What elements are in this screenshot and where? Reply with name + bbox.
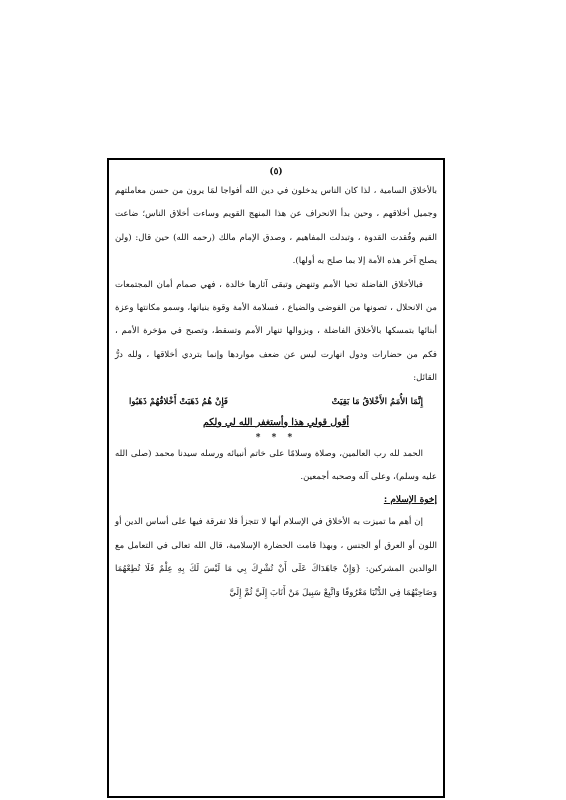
section-paragraph — [115, 511, 437, 605]
page-content — [115, 164, 437, 605]
closing-heading: أقول قولي هذا وأستغفر الله لي ولكم — [202, 416, 350, 428]
page-frame — [107, 158, 445, 798]
stars-separator: * * * — [255, 432, 297, 443]
section-text: إن أهم ما تميزت به الأخلاق في الإسلام أنها لا تتجزأ فلا تفرقة فيها على أساس الدين أو اللون أو العرق أو الجنس ، وبهذا قامت الحضارة الإسلامية، قال الله تعالى في التعامل مع الوالدين المشركين: — [115, 517, 437, 575]
poetry-verse — [115, 391, 437, 413]
paragraph-ethics-1: بالأخلاق السامية ، لذا كان الناس يدخلون في دين الله أفواجا لمَا يرون من حسن معاملتهم وجميل أخلاقهم ، وحين بدأ الانحراف عن هذا المنهج القويم وساءت أخلاق الناس؛ ضاعت القيم وفُقدت القدوة ، وتبدلت المفاهيم ، وصدق الإمام مالك (رحمه الله) حين قال: (ولن يصلح آخر هذه الأمة إلا بما صلح به أولها). — [115, 186, 437, 267]
quran-verse: {وَإِنْ جَاهَدَاكَ عَلَى أَنْ تُشْرِكَ بِي مَا لَيْسَ لَكَ بِهِ عِلْمٌ فَلَا تُطِعْهُمَا وَصَاحِبْهُمَا فِي الدُّنْيَا مَعْرُوفًا وَاتَّبِعْ سَبِيلَ مَنْ أَنَابَ إِلَيَّ ثُمَّ إِلَيَّ — [115, 564, 437, 598]
page-number: (٥) — [269, 167, 283, 177]
section-heading: إخوة الإسلام : — [383, 495, 437, 506]
verse-second-hemistich: فَإِنْ هُمُ ذَهَبَتْ أَخْلاقُهُمْ ذَهَبُوا — [129, 396, 229, 407]
paragraph-ethics-2: فبالأخلاق الفاضلة تحيا الأمم وتنهض وتبقى آثارها خالدة ، فهي صمام أمان المجتمعات من الانحلال ، تصونها من الفوضى والضياع ، فسلامة الأمة وقوة بنيانها، وسمو مكانتها وعزة أبنائها بتمسكها بالأخلاق الفاضلة ، وبزوالها تنهار الأمم وتسقط، وتصبح في مؤخرة الأمم ، فكم من حضارات ودول انهارت ليس عن ضعف مواردها وإنما بتردي أخلاقها ، ولله درُّ القائل: — [115, 279, 437, 384]
praise-paragraph: الحمد لله رب العالمين، وصلاة وسلامًا على خاتم أنبيائه ورسله سيدنا محمد (صلى الله عليه وسلم)، وعلى آله وصحبه أجمعين. — [115, 448, 437, 483]
verse-first-hemistich: إِنَّمَا الأُمَمُ الأَخْلاقُ مَا بَقِيَتْ — [331, 396, 423, 407]
